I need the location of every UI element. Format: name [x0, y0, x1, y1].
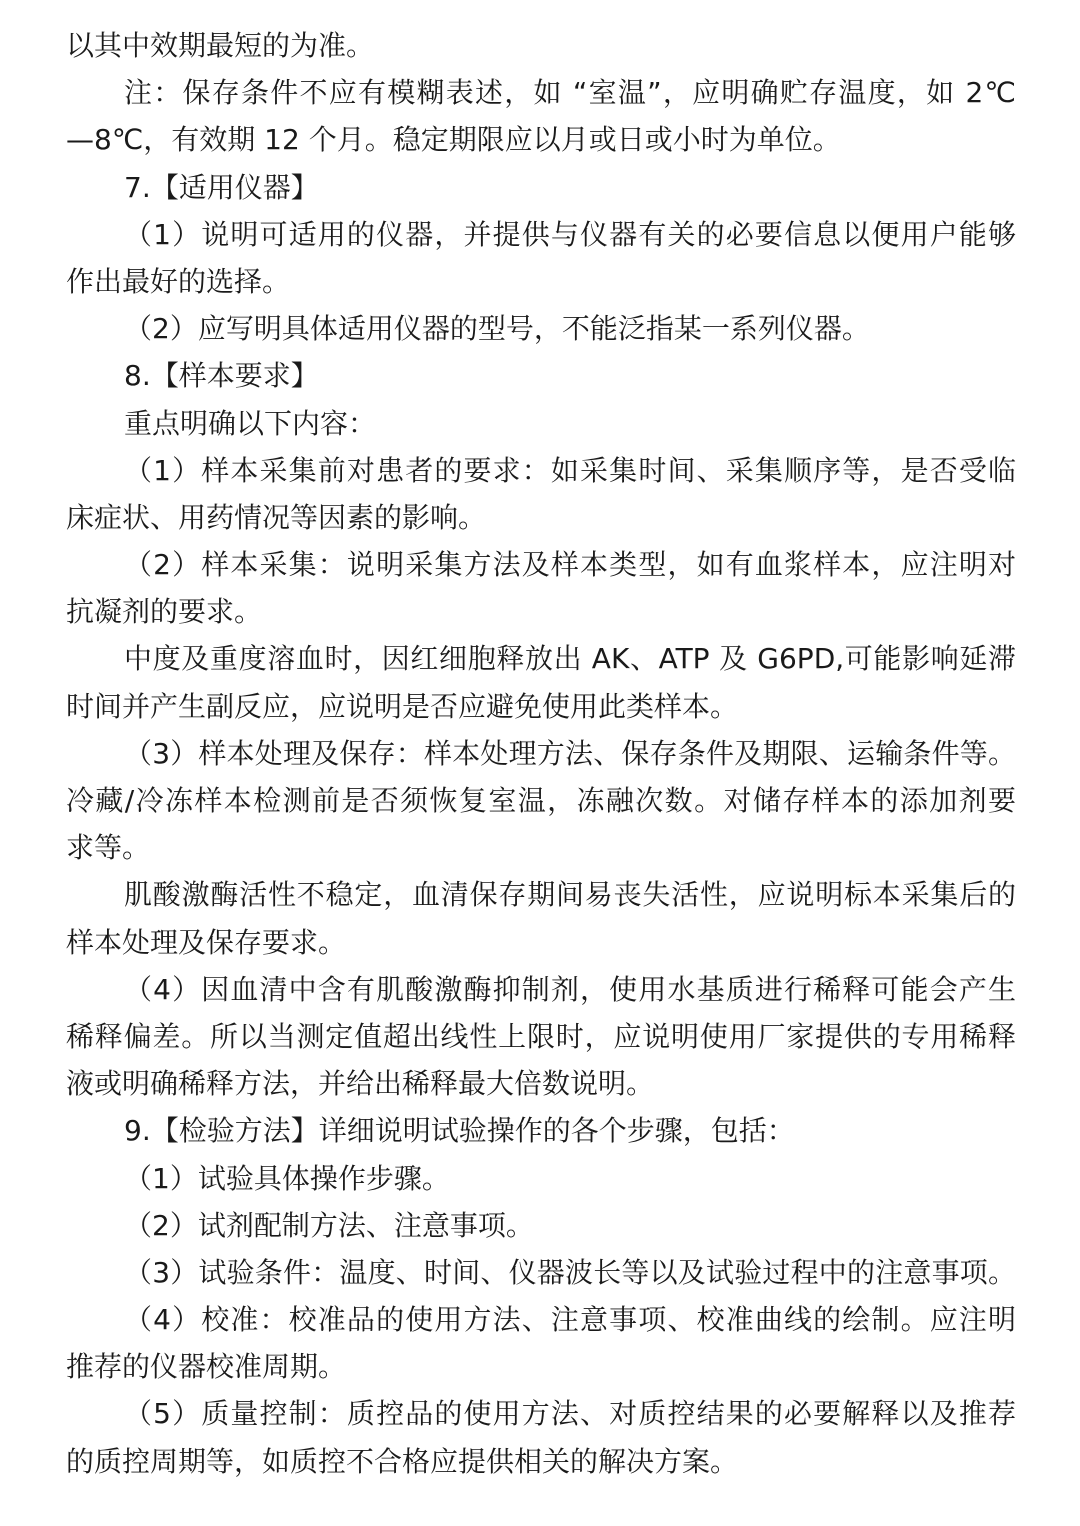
paragraph-lines — [66, 22, 1016, 1485]
text-line: （1）试验具体操作步骤。 — [124, 1161, 450, 1195]
text-line: 稀释偏差。所以当测定值超出线性上限时，应说明使用厂家提供的专用稀释 — [66, 1019, 1016, 1053]
text-line: （3）样本处理及保存：样本处理方法、保存条件及期限、运输条件等。 — [124, 736, 1016, 770]
text-line: 作出最好的选择。 — [66, 264, 291, 298]
text-line: （4）因血清中含有肌酸激酶抑制剂，使用水基质进行稀释可能会产生 — [124, 972, 1016, 1006]
text-line: （3）试验条件：温度、时间、仪器波长等以及试验过程中的注意事项。 — [124, 1255, 1016, 1289]
text-line: （2）试剂配制方法、注意事项。 — [124, 1208, 534, 1242]
text-line: （1）说明可适用的仪器，并提供与仪器有关的必要信息以便用户能够 — [124, 217, 1016, 251]
text-line: 时间并产生副反应，应说明是否应避免使用此类样本。 — [66, 689, 739, 723]
text-line: 8.【样本要求】 — [124, 359, 319, 393]
text-line: 求等。 — [66, 831, 151, 865]
text-line: 床症状、用药情况等因素的影响。 — [66, 500, 487, 534]
text-line: 抗凝剂的要求。 — [66, 595, 263, 629]
text-line: —8℃，有效期 12 个月。稳定期限应以月或日或小时为单位。 — [66, 123, 841, 157]
text-line: 9.【检验方法】详细说明试验操作的各个步骤，包括： — [124, 1114, 795, 1148]
document-body — [66, 22, 1016, 1485]
text-line: （5）质量控制：质控品的使用方法、对质控结果的必要解释以及推荐 — [124, 1397, 1016, 1431]
text-line: 冷藏/冷冻样本检测前是否须恢复室温，冻融次数。对储存样本的添加剂要 — [66, 784, 1016, 817]
text-line: 样本处理及保存要求。 — [66, 925, 347, 959]
text-line: （2）样本采集：说明采集方法及样本类型，如有血浆样本，应注明对 — [124, 548, 1016, 582]
text-line: （1）样本采集前对患者的要求：如采集时间、采集顺序等，是否受临 — [124, 453, 1016, 487]
text-line: （4）校准：校准品的使用方法、注意事项、校准曲线的绘制。应注明 — [124, 1303, 1016, 1337]
text-line: 中度及重度溶血时，因红细胞释放出 AK、ATP 及 G6PD,可能影响延滞 — [124, 642, 1016, 676]
text-line: 肌酸激酶活性不稳定，血清保存期间易丧失活性，应说明标本采集后的 — [124, 878, 1016, 912]
text-line: 的质控周期等，如质控不合格应提供相关的解决方案。 — [66, 1444, 739, 1478]
text-line: 注：保存条件不应有模糊表述，如 “室温”，应明确贮存温度，如 2℃ — [124, 76, 1016, 110]
text-line: 液或明确稀释方法，并给出稀释最大倍数说明。 — [66, 1067, 655, 1101]
text-line: 以其中效期最短的为准。 — [66, 29, 375, 62]
text-line: 推荐的仪器校准周期。 — [66, 1350, 347, 1384]
text-line: 重点明确以下内容： — [124, 406, 377, 440]
text-line: （2）应写明具体适用仪器的型号，不能泛指某一系列仪器。 — [124, 312, 870, 346]
text-line: 7.【适用仪器】 — [124, 170, 319, 204]
